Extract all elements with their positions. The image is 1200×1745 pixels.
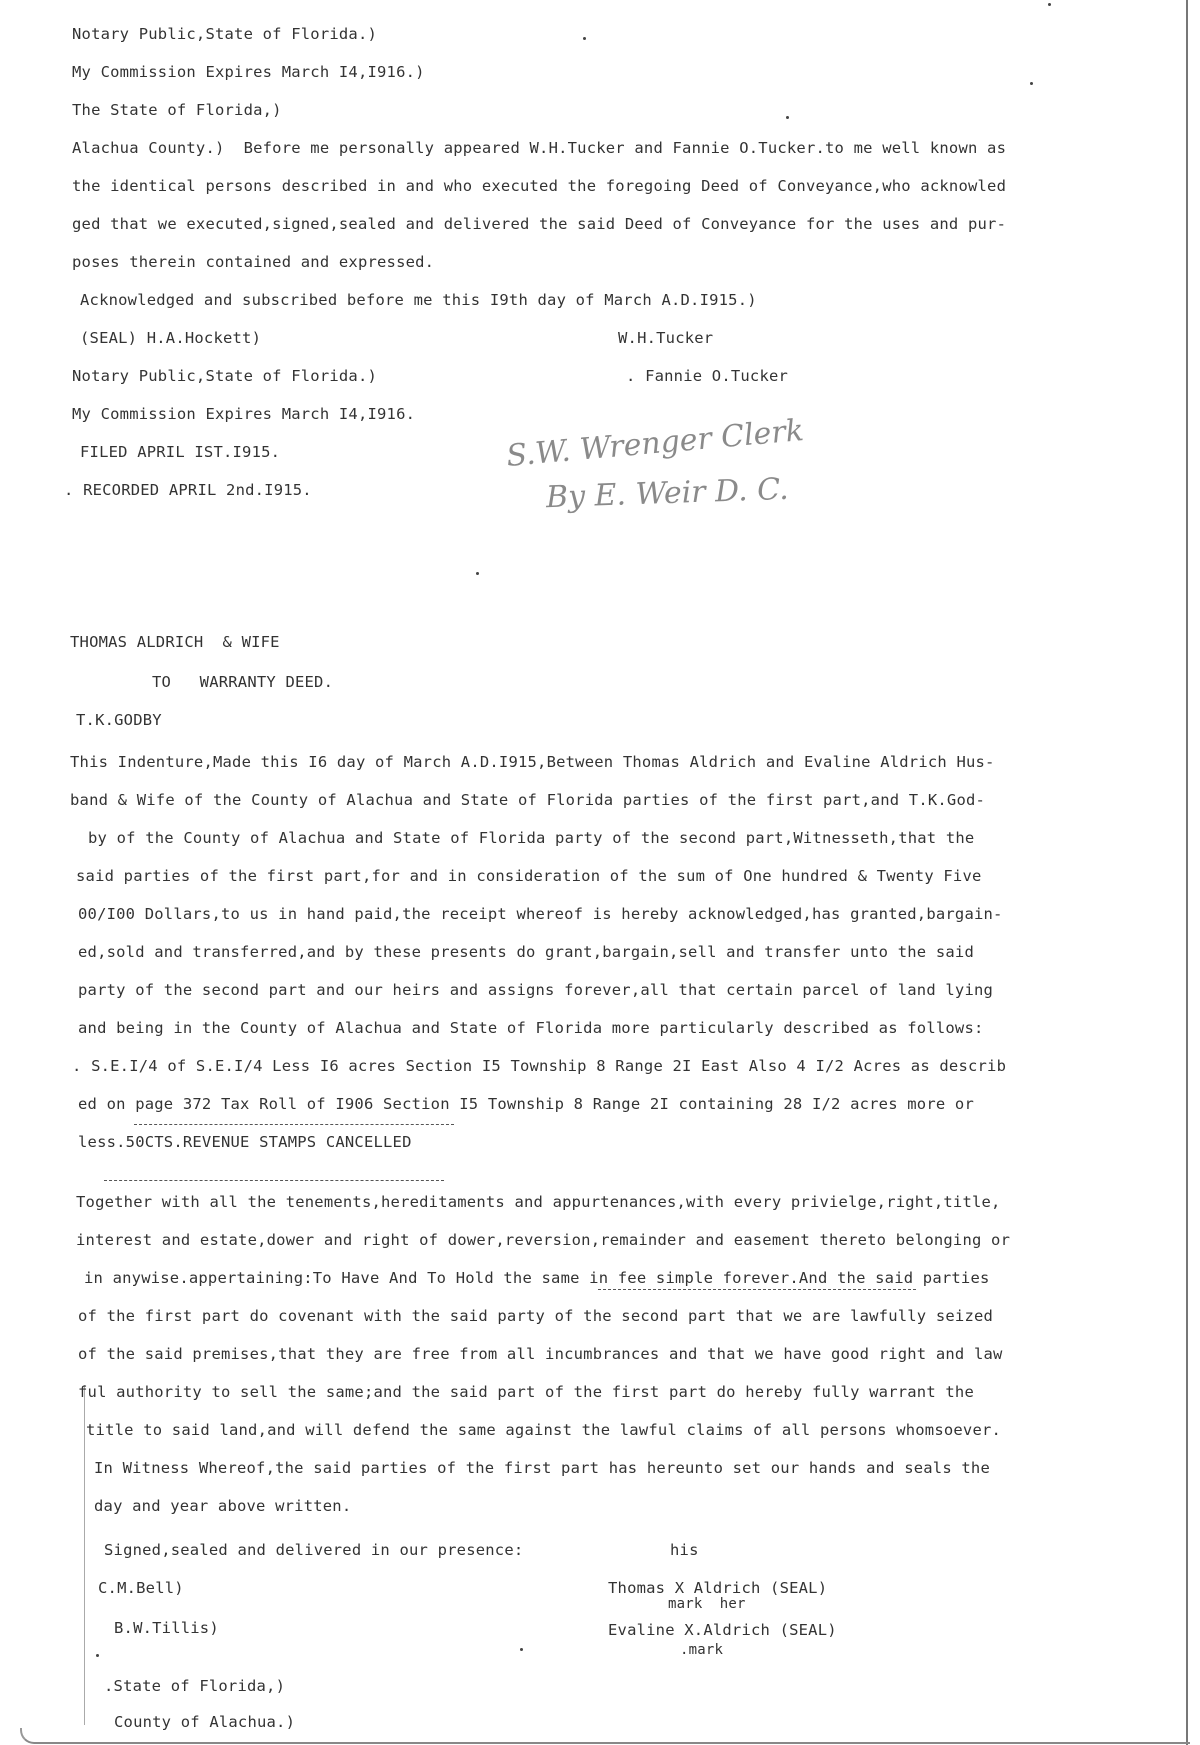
notary-line-7: poses therein contained and expressed. — [72, 253, 435, 271]
scan-speck — [96, 1654, 99, 1657]
scan-speck — [476, 572, 479, 575]
notary-line-10: Notary Public,State of Florida.) — [72, 367, 378, 385]
notary-line-6: ged that we executed,signed,sealed and delivered the said Deed of Conveyance for the uses and pur- — [72, 215, 1007, 233]
underline-dash — [134, 1124, 454, 1125]
deed-body-2-line: ful authority to sell the same;and the said part of the first part do hereby fully warrant the — [78, 1383, 974, 1401]
underline-dash — [598, 1289, 916, 1290]
deed-body-line: by of the County of Alachua and State of Florida party of the second part,Witnesseth,that the — [88, 829, 975, 847]
signature-wh-tucker: W.H.Tucker — [618, 329, 714, 347]
scan-speck — [520, 1648, 523, 1651]
deed-body-2-line: interest and estate,dower and right of dower,reversion,remainder and easement thereto belonging or — [76, 1231, 1011, 1249]
deed-body-line: and being in the County of Alachua and State of Florida more particularly described as follows: — [78, 1019, 984, 1037]
deed-body-line: ed,sold and transferred,and by these presents do grant,bargain,sell and transfer unto the said — [78, 943, 974, 961]
notary-line-11: My Commission Expires March I4,I916. — [72, 405, 416, 423]
notary-line-1: Notary Public,State of Florida.) — [72, 25, 378, 43]
underline-dash — [104, 1180, 444, 1181]
mark-her-label: mark her — [668, 1596, 746, 1612]
signer-evaline-aldrich: Evaline X.Aldrich (SEAL) — [608, 1621, 837, 1639]
deed-body-line: 00/I00 Dollars,to us in hand paid,the receipt whereof is hereby acknowledged,has granted,bargain- — [78, 905, 1003, 923]
footer-state: .State of Florida,) — [104, 1677, 286, 1695]
deed-body-line: said parties of the first part,for and in consideration of the sum of One hundred & Twenty Five — [76, 867, 982, 885]
scan-speck — [1048, 3, 1051, 6]
signed-presence: Signed,sealed and delivered in our presence: — [104, 1541, 524, 1559]
recorded-date: . RECORDED APRIL 2nd.I915. — [64, 481, 312, 499]
signature-fannie-tucker: . Fannie O.Tucker — [626, 367, 789, 385]
page-right-border — [1186, 0, 1188, 1745]
deed-body-line: . S.E.I/4 of S.E.I/4 Less I6 acres Section I5 Township 8 Range 2I East Also 4 I/2 Acres as describ — [72, 1057, 1007, 1075]
witness-bw-tillis: B.W.Tillis) — [114, 1619, 219, 1637]
deed-body-line: band & Wife of the County of Alachua and State of Florida parties of the first part,and T.K.God- — [70, 791, 986, 809]
deed-body-2-line: of the said premises,that they are free from all incumbrances and that we have good right and law — [78, 1345, 1003, 1363]
deed-body-line: less.50CTS.REVENUE STAMPS CANCELLED — [78, 1133, 412, 1151]
deed-body-2-line: of the first part do covenant with the said party of the second part that we are lawfully seized — [78, 1307, 994, 1325]
notary-line-3: The State of Florida,) — [72, 101, 282, 119]
clerk-signature-line-1: S.W. Wrenger Clerk — [505, 413, 806, 474]
deed-body-2-line: In Witness Whereof,the said parties of the first part has hereunto set our hands and seals the — [94, 1459, 990, 1477]
deed-body-line: ed on page 372 Tax Roll of I906 Section I5 Township 8 Range 2I containing 28 I/2 acres more or — [78, 1095, 974, 1113]
deed-body-2-line: day and year above written. — [94, 1497, 352, 1515]
deed-grantee: T.K.GODBY — [76, 711, 162, 729]
his-mark-label: his — [670, 1541, 699, 1559]
clerk-signature-line-2: By E. Weir D. C. — [545, 471, 790, 516]
deed-body-2-line: title to said land,and will defend the same against the lawful claims of all persons whomsoever. — [86, 1421, 1002, 1439]
deed-body-line: This Indenture,Made this I6 day of March A.D.I915,Between Thomas Aldrich and Evaline Aldrich Hus- — [70, 753, 995, 771]
filed-date: FILED APRIL IST.I915. — [80, 443, 281, 461]
deed-body-2-line: Together with all the tenements,hereditaments and appurtenances,with every privielge,right,title, — [76, 1193, 1001, 1211]
notary-line-4: Alachua County.) Before me personally appeared W.H.Tucker and Fannie O.Tucker.to me well known as — [72, 139, 1007, 157]
mark-label: .mark — [680, 1642, 724, 1658]
seal-hockett-line: (SEAL) H.A.Hockett) — [80, 329, 262, 347]
acknowledgement-line: Acknowledged and subscribed before me this I9th day of March A.D.I915.) — [80, 291, 757, 309]
notary-line-2: My Commission Expires March I4,I916.) — [72, 63, 425, 81]
witness-cm-bell: C.M.Bell) — [98, 1579, 184, 1597]
deed-title: TO WARRANTY DEED. — [152, 673, 334, 691]
scan-speck — [583, 37, 586, 40]
scan-speck — [1030, 82, 1033, 85]
margin-rule — [84, 1385, 85, 1725]
footer-county: County of Alachua.) — [114, 1713, 296, 1731]
notary-line-5: the identical persons described in and who executed the foregoing Deed of Conveyance,who acknowled — [72, 177, 1007, 195]
deed-body-line: party of the second part and our heirs and assigns forever,all that certain parcel of land lying — [78, 981, 994, 999]
deed-parties: THOMAS ALDRICH & WIFE — [70, 633, 280, 651]
signer-thomas-aldrich: Thomas X Aldrich (SEAL) — [608, 1579, 828, 1597]
scan-speck — [786, 116, 789, 119]
deed-body-2-line: in anywise.appertaining:To Have And To Hold the same in fee simple forever.And the said parties — [84, 1269, 990, 1287]
